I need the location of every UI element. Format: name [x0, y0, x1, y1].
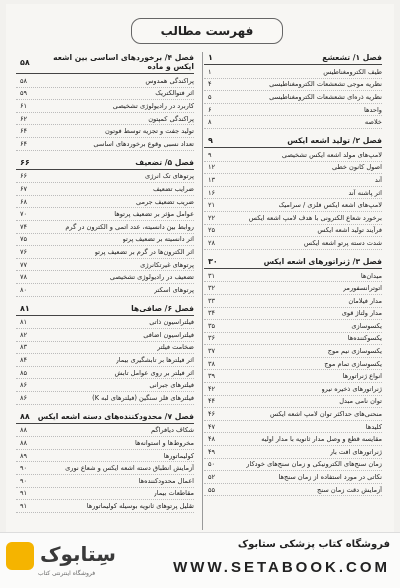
toc-entry-page: ۱۳	[208, 175, 216, 184]
toc-entry-title: اعمال محدودکننده‌ها	[138, 476, 194, 485]
toc-entry-page: ۴۹	[208, 447, 216, 456]
toc-entry-page: ۶۲	[20, 114, 28, 123]
toc-entry-page: ۳۲	[208, 284, 216, 293]
toc-entry[interactable]	[16, 171, 194, 184]
toc-entry[interactable]	[204, 383, 382, 396]
toc-entry-page: ۶۸	[20, 197, 28, 206]
toc-entry[interactable]	[204, 66, 382, 79]
toc-entry[interactable]	[16, 425, 194, 438]
toc-entry-page: ۷۶	[20, 247, 28, 256]
toc-entry-title: اصول کانون خطی	[331, 163, 382, 172]
chapter-page-number: ۳۰	[208, 256, 218, 266]
toc-entry-title: اثر دانسیته بر تضعیف پرتو	[122, 235, 194, 244]
toc-entry[interactable]	[16, 367, 194, 380]
chapter-page-number: ۸۸	[20, 411, 30, 421]
toc-entry-title: یکسوسازی نیم موج	[327, 347, 382, 356]
toc-entry-title: اثر فیلترها بر تابشگیری بیمار	[115, 356, 194, 365]
toc-entry-page: ۶۴	[20, 127, 28, 136]
toc-entry-title: فرآیند تولید اشعه ایکس	[317, 226, 382, 235]
toc-entry-title: مدار فیلامان	[348, 296, 382, 305]
toc-entry-page: ۹۱	[20, 489, 28, 498]
toc-entry[interactable]	[16, 208, 194, 221]
toc-entry[interactable]	[204, 421, 382, 434]
toc-entry-title: مقاطعات بیمار	[153, 489, 194, 498]
toc-entry[interactable]	[204, 320, 382, 333]
toc-entry[interactable]	[16, 437, 194, 450]
toc-entry-title: خلاصه	[364, 118, 382, 127]
toc-entry-title: توان نامی مبدل	[339, 397, 382, 406]
toc-entry-page: ۶۶	[20, 172, 28, 181]
toc-entry-page: ۸۸	[20, 439, 28, 448]
toc-entry-page: ۵	[208, 92, 212, 101]
toc-entry[interactable]	[204, 408, 382, 421]
toc-entry[interactable]	[204, 212, 382, 225]
toc-entry[interactable]	[204, 345, 382, 358]
toc-entry[interactable]	[204, 370, 382, 383]
toc-entry-title: پرتوهای غیرتکانرژی	[140, 260, 194, 269]
toc-entry[interactable]	[16, 234, 194, 247]
toc-entry-page: ۵۰	[208, 460, 216, 469]
toc-entry-page: ۸۹	[20, 451, 28, 460]
toc-entry-page: ۸۶	[20, 393, 28, 402]
toc-entry-title: مقایسه قطع و وصل مدار ثانویه با مدار اولیه	[261, 435, 382, 444]
chapter-title: فصل ۲/ تولید اشعه ایکس	[287, 135, 382, 145]
toc-entry-title: پراکندگی همدوس	[145, 76, 194, 85]
toc-entry-title: فیلترهای جبرانی	[149, 381, 194, 390]
toc-entry-title: پرتوهای اسکتر	[153, 285, 194, 294]
toc-right-column	[204, 52, 382, 502]
toc-entry-page: ۶۴	[20, 139, 28, 148]
toc-entry[interactable]	[16, 246, 194, 259]
toc-entry-title: فیلترهای فلز سنگین (فیلترهای لبه K)	[92, 393, 194, 402]
toc-entry-title: مخروط‌ها و استوانه‌ها	[134, 439, 194, 448]
toc-entry[interactable]	[204, 187, 382, 200]
toc-entry-page: ۵۵	[208, 485, 216, 494]
toc-entry[interactable]	[16, 125, 194, 138]
toc-entry[interactable]	[16, 259, 194, 272]
toc-entry-title: ژنراتورهای افت بار	[329, 447, 382, 456]
toc-entry-title: آزمایش دقت زمان سنج	[317, 485, 382, 494]
toc-entry[interactable]	[16, 392, 194, 405]
chapter-heading[interactable]	[16, 52, 194, 74]
toc-entry-page: ۹	[208, 150, 212, 159]
store-footer	[0, 532, 400, 588]
book-page	[6, 4, 394, 532]
toc-entry-page: ۱۲	[208, 163, 216, 172]
toc-entry[interactable]	[204, 91, 382, 104]
column-divider	[202, 52, 203, 530]
toc-section	[16, 303, 194, 405]
toc-entry[interactable]	[16, 88, 194, 101]
toc-entry-page: ۱۶	[208, 188, 216, 197]
toc-entry[interactable]	[204, 270, 382, 283]
toc-entry[interactable]	[204, 358, 382, 371]
toc-entry[interactable]	[16, 317, 194, 330]
chapter-page-number: ۱	[208, 53, 213, 62]
toc-entry-page: ۴۲	[208, 384, 216, 393]
toc-entry-page: ۹۰	[20, 464, 28, 473]
toc-entry-page: ۵۲	[208, 473, 216, 482]
toc-entry-page: ۳۸	[208, 359, 216, 368]
toc-entry-page: ۷۴	[20, 222, 28, 231]
toc-entry-title: تقلیل پرتوهای ثانویه بوسیله کولیماتورها	[86, 502, 194, 511]
chapter-heading[interactable]	[16, 303, 194, 316]
toc-entry[interactable]	[16, 475, 194, 488]
toc-entry-title: نکاتی در مورد استفاده از زمان سنج‌ها	[278, 473, 382, 482]
toc-entry-title: آند	[374, 175, 382, 184]
toc-entry-title: اتوترانسفورمر	[342, 284, 382, 293]
chapter-title: فصل ۱/ تشعشع	[322, 53, 382, 62]
toc-entry-title: اثر الکترون‌ها در گرم بر تضعیف پرتو	[94, 247, 194, 256]
toc-entry[interactable]	[204, 174, 382, 187]
toc-entry-page: ۴۴	[208, 397, 216, 406]
toc-entry[interactable]	[204, 308, 382, 321]
toc-entry-title: یکسوسازی تمام موج	[324, 359, 382, 368]
toc-entry-page: ۲۵	[208, 226, 216, 235]
toc-entry-page: ۲۱	[208, 201, 216, 210]
toc-entry-title: فیلتراسیون اضافی	[143, 330, 194, 339]
toc-section	[16, 52, 194, 151]
toc-entry-page: ۸	[208, 118, 212, 127]
chapter-page-number: ۹	[208, 135, 213, 145]
toc-entry[interactable]	[204, 104, 382, 117]
toc-entry-title: ضریب تضعیف جرمی	[135, 197, 194, 206]
chapter-heading[interactable]	[204, 52, 382, 65]
toc-entry-page: ۸۳	[20, 343, 28, 352]
toc-entry-title: پراکندگی کمپتون	[148, 114, 194, 123]
toc-entry-title: شدت دسته پرتو اشعه ایکس	[303, 238, 382, 247]
toc-entry-page: ۹۱	[20, 502, 28, 511]
chapter-title: فصل ۳/ ژنراتورهای اشعه ایکس	[263, 256, 382, 266]
toc-entry-title: آزمایش انطباق دسته اشعه ایکس و شعاع نوری	[65, 464, 194, 473]
toc-entry-title: مدار ولتاژ قوی	[341, 309, 382, 318]
toc-entry-title: لامپ‌های اشعه ایکس فلزی / سرامیک	[278, 201, 382, 210]
toc-entry-page: ۶۷	[20, 184, 28, 193]
store-name: فروشگاه کتاب پزشکی ستابوک	[237, 539, 390, 550]
toc-section	[204, 52, 382, 129]
toc-entry[interactable]	[16, 271, 194, 284]
toc-entry[interactable]	[16, 354, 194, 367]
toc-entry[interactable]	[204, 282, 382, 295]
toc-entry[interactable]	[16, 284, 194, 297]
toc-entry-page: ۵۹	[20, 89, 28, 98]
toc-entry-page: ۳۳	[208, 296, 216, 305]
toc-entry-title: اثر فتوالکتریک	[155, 89, 194, 98]
toc-left-column	[16, 52, 194, 519]
chapter-heading[interactable]	[16, 157, 194, 170]
toc-entry[interactable]	[204, 199, 382, 212]
toc-entry[interactable]	[16, 75, 194, 88]
toc-entry-title: زمان سنج‌های الکترونیکی و زمان سنج‌های خودکار	[246, 460, 382, 469]
toc-entry[interactable]	[16, 329, 194, 342]
logo-subtitle: فروشگاه اینترنتی کتاب	[38, 570, 96, 577]
toc-entry-page: ۵۸	[20, 76, 28, 85]
toc-entry[interactable]	[204, 295, 382, 308]
toc-entry[interactable]	[16, 138, 194, 151]
toc-entry[interactable]	[204, 225, 382, 238]
toc-entry-page: ۷۰	[20, 210, 28, 219]
toc-entry-page: ۶۱	[20, 101, 28, 110]
toc-entry[interactable]	[16, 100, 194, 113]
toc-entry-title: فیلتراسیون ذاتی	[149, 318, 194, 327]
toc-entry-page: ۶	[208, 105, 212, 114]
chapter-title: فصل ۴/ برخوردهای اساسی بین اشعه ایکس و ماده	[53, 53, 194, 71]
toc-entry-title: شکاف دیافراگم	[150, 426, 194, 435]
toc-entry[interactable]	[16, 488, 194, 501]
toc-entry-page: ۳۵	[208, 321, 216, 330]
toc-entry[interactable]	[16, 450, 194, 463]
toc-entry-page: ۴۶	[208, 410, 216, 419]
toc-entry-title: یکسوکننده‌ها	[347, 334, 382, 343]
toc-entry[interactable]	[16, 462, 194, 475]
toc-entry[interactable]	[204, 237, 382, 250]
chapter-heading[interactable]	[204, 135, 382, 148]
logo-text: سِتابوک	[40, 542, 116, 566]
toc-entry-title: طیف الکترومغناطیس	[323, 67, 382, 76]
toc-entry-page: ۸۸	[20, 426, 28, 435]
store-logo[interactable]	[6, 536, 124, 586]
toc-entry-title: تولید جفت و تجزیه توسط فوتون	[104, 127, 194, 136]
toc-entry-page: ۳۷	[208, 347, 216, 356]
toc-entry[interactable]	[204, 459, 382, 472]
toc-entry-page: ۴	[208, 80, 212, 89]
toc-entry[interactable]	[204, 433, 382, 446]
chapter-title: فصل ۶/ صافی‌ها	[131, 303, 194, 313]
chapter-page-number: ۶۶	[20, 157, 30, 167]
toc-entry-page: ۳۴	[208, 309, 216, 318]
toc-entry-title: لامپ‌های مولد اشعه ایکس تشخیصی	[281, 150, 382, 159]
toc-entry[interactable]	[16, 113, 194, 126]
toc-entry-title: میدان‌ها	[360, 271, 382, 280]
toc-entry[interactable]	[16, 500, 194, 513]
chapter-title: فصل ۷/ محدودکننده‌های دسته اشعه ایکس	[37, 411, 194, 421]
logo-mark-icon	[6, 542, 34, 570]
toc-entry-title: نظریه ذره‌ای تشعشعات الکترومغناطیسی	[269, 92, 382, 101]
toc-entry-page: ۷۸	[20, 273, 28, 282]
toc-entry-title: واحدها	[363, 105, 382, 114]
toc-entry-page: ۳۶	[208, 334, 216, 343]
toc-entry[interactable]	[16, 221, 194, 234]
toc-entry-title: ضخامت فیلتر	[157, 343, 194, 352]
toc-entry[interactable]	[204, 471, 382, 484]
toc-entry[interactable]	[16, 342, 194, 355]
toc-entry-title: ضرایب تضعیف	[152, 184, 194, 193]
chapter-title: فصل ۵/ تضعیف	[135, 157, 194, 167]
toc-entry-page: ۴۷	[208, 422, 216, 431]
toc-entry-page: ۳۹	[208, 372, 216, 381]
toc-section	[16, 157, 194, 297]
chapter-heading[interactable]	[16, 411, 194, 424]
toc-entry[interactable]	[204, 162, 382, 175]
toc-entry[interactable]	[16, 379, 194, 392]
toc-entry-title: عوامل مؤثر بر تضعیف پرتوها	[114, 210, 194, 219]
toc-entry-title: نظریه موجی تشعشعات الکترومغناطیسی	[269, 80, 382, 89]
toc-entry[interactable]	[204, 484, 382, 497]
toc-entry[interactable]	[204, 116, 382, 129]
page-title: فهرست مطالب	[131, 18, 283, 44]
toc-entry-page: ۸۴	[20, 356, 28, 365]
toc-entry-title: انواع ژنراتورها	[342, 372, 382, 381]
toc-entry-title: تضعیف در رادیولوژی تشخیصی	[109, 273, 194, 282]
toc-entry-page: ۷۵	[20, 235, 28, 244]
toc-entry-title: کاربرد در رادیولوژی تشخیصی	[112, 101, 194, 110]
toc-entry-page: ۸۶	[20, 381, 28, 390]
chapter-page-number: ۵۸	[20, 57, 30, 67]
toc-entry[interactable]	[204, 396, 382, 409]
toc-entry[interactable]	[204, 333, 382, 346]
chapter-page-number: ۸۱	[20, 303, 30, 313]
toc-entry-page: ۸۲	[20, 330, 28, 339]
toc-entry-title: اثر پاشنه آند	[348, 188, 382, 197]
toc-entry-title: اثر فیلتر بر روی عوامل تابش	[114, 368, 194, 377]
toc-entry-page: ۱	[208, 67, 212, 76]
toc-entry-title: ژنراتورهای ذخیره نیرو	[321, 384, 382, 393]
toc-entry-title: یکسوسازی	[351, 321, 382, 330]
toc-entry[interactable]	[204, 446, 382, 459]
toc-entry-page: ۸۵	[20, 368, 28, 377]
store-url-link[interactable]: WWW.SETABOOK.COM	[173, 559, 390, 576]
toc-entry-page: ۹۰	[20, 476, 28, 485]
toc-entry-title: پرتوهای تک انرژی	[145, 172, 194, 181]
toc-section	[16, 411, 194, 513]
chapter-heading[interactable]	[204, 256, 382, 269]
toc-entry-page: ۲۸	[208, 238, 216, 247]
toc-entry-page: ۸۱	[20, 318, 28, 327]
toc-entry-title: روابط بین دانسیته، عدد اتمی و الکترون در گرم	[65, 222, 194, 231]
toc-entry-page: ۲۲	[208, 213, 216, 222]
toc-entry[interactable]	[16, 183, 194, 196]
toc-entry-title: کولیماتورها	[163, 451, 194, 460]
toc-entry-page: ۷۷	[20, 260, 28, 269]
toc-section	[204, 135, 382, 250]
toc-entry-title: کلیدها	[365, 422, 382, 431]
toc-entry-page: ۸۰	[20, 285, 28, 294]
toc-entry[interactable]	[16, 196, 194, 209]
toc-entry-title: منحنی‌های حداکثر توان لامپ اشعه ایکس	[270, 410, 382, 419]
toc-entry-title: تعداد نسبی وقوع برخوردهای اساسی	[93, 139, 194, 148]
toc-entry[interactable]	[204, 79, 382, 92]
toc-entry[interactable]	[204, 149, 382, 162]
toc-entry-title: برخورد شعاع الکترونی با هدف لامپ اشعه ایکس	[248, 213, 382, 222]
toc-entry-page: ۳۱	[208, 271, 216, 280]
toc-section	[204, 256, 382, 497]
toc-entry-page: ۴۸	[208, 435, 216, 444]
